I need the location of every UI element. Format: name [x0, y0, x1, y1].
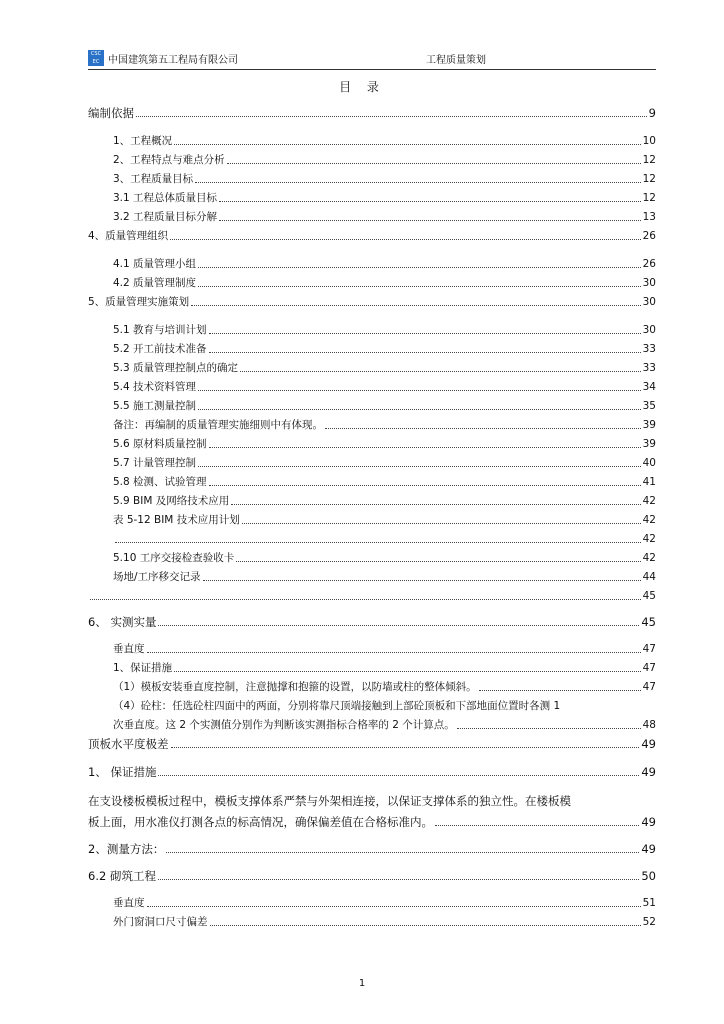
toc-entry-title: 1、 保证措施: [88, 765, 157, 779]
dot-leader: [170, 239, 640, 240]
toc-entry-page: 30: [642, 296, 656, 308]
toc-entry-title: 4、质量管理组织: [88, 230, 169, 242]
dot-leader: [325, 428, 641, 429]
toc-entry-title: 4.2 质量管理制度: [113, 277, 197, 289]
toc-entry-title: 6.2 砌筑工程: [88, 869, 156, 883]
dot-leader: [231, 504, 640, 505]
toc-entry[interactable]: [113, 661, 656, 675]
toc-entry[interactable]: [88, 869, 656, 883]
dot-leader: [90, 599, 641, 600]
toc-entry-title: 次垂直度。这 2 个实测值分别作为判断该实测指标合格率的 2 个计算点。: [113, 719, 455, 731]
dot-leader: [209, 352, 641, 353]
toc-entry[interactable]: [113, 718, 656, 732]
toc-entry-title: 垂直度: [113, 897, 145, 909]
toc-entry[interactable]: [113, 915, 656, 929]
toc-entry-page: 42: [642, 533, 656, 545]
toc-entry[interactable]: [113, 380, 656, 394]
toc-entry-title: 5.7 计量管理控制: [113, 457, 197, 469]
dot-leader: [136, 116, 647, 117]
toc-entry-page: 45: [642, 590, 656, 602]
toc-entry[interactable]: [113, 172, 656, 186]
toc-entry[interactable]: [113, 257, 656, 271]
toc-entry-title: 5.4 技术资料管理: [113, 381, 197, 393]
toc-entry[interactable]: [88, 765, 656, 779]
toc-entry[interactable]: [113, 210, 656, 224]
toc-entry[interactable]: [88, 815, 656, 829]
toc-entry-page: 42: [642, 552, 656, 564]
toc-entry-page: 35: [642, 400, 656, 412]
toc-entry-page: 50: [641, 869, 656, 883]
dot-leader: [158, 879, 639, 880]
document-title: 工程质量策划: [426, 55, 486, 66]
toc-entry-page: 39: [642, 419, 656, 431]
toc-entry-page: 52: [642, 916, 656, 928]
dot-leader: [115, 542, 641, 543]
toc-title: 目 录: [339, 80, 385, 94]
toc-entry-title: 表 5-12 BIM 技术应用计划: [113, 514, 240, 526]
dot-leader: [171, 747, 640, 748]
toc-entry[interactable]: [88, 589, 656, 603]
dot-leader: [158, 775, 639, 776]
toc-entry-title: 顶板水平度极差: [88, 737, 169, 751]
toc-entry[interactable]: [113, 513, 656, 527]
dot-leader: [166, 852, 639, 853]
toc-entry-page: 48: [642, 719, 656, 731]
toc-entry-page: 26: [642, 230, 656, 242]
toc-entry-title: （1）模板安装垂直度控制，注意抛撑和抱箍的设置，以防墙或柱的整体倾斜。: [113, 681, 477, 693]
toc-entry-page: 49: [641, 765, 656, 779]
dot-leader: [219, 220, 641, 221]
dot-leader: [210, 925, 641, 926]
toc-entry-line: （4）砼柱：任选砼柱四面中的两面，分别将靠尺顶端接触到上部砼顶板和下部地面位置时各测 1: [113, 700, 561, 712]
toc-entry[interactable]: [113, 494, 656, 508]
toc-entry-page: 47: [642, 681, 656, 693]
toc-entry-page: 41: [642, 476, 656, 488]
dot-leader: [219, 201, 641, 202]
toc-entry[interactable]: [113, 642, 656, 656]
toc-entry-title: 5.2 开工前技术准备: [113, 343, 207, 355]
toc-entry[interactable]: [113, 153, 656, 167]
dot-leader: [209, 447, 641, 448]
toc-entry-page: 49: [641, 815, 656, 829]
dot-leader: [198, 409, 641, 410]
dot-leader: [195, 182, 640, 183]
toc-entry-title: 5.6 原材料质量控制: [113, 438, 207, 450]
toc-entry-page: 45: [641, 615, 656, 629]
toc-entry-page: 44: [642, 571, 656, 583]
dot-leader: [242, 523, 641, 524]
toc-entry-title: 5.1 教育与培训计划: [113, 324, 207, 336]
toc-entry-page: 42: [642, 495, 656, 507]
toc-entry[interactable]: [113, 437, 656, 451]
toc-entry-title: 5.10 工序交接检查验收卡: [113, 552, 235, 564]
toc-entry-page: 33: [642, 362, 656, 374]
dot-leader: [240, 371, 641, 372]
toc-entry-title: 1、保证措施: [113, 662, 173, 674]
toc-entry-title: 编制依据: [88, 106, 134, 120]
page-number: 1: [358, 978, 366, 989]
toc-entry-page: 33: [642, 343, 656, 355]
dot-leader: [147, 652, 641, 653]
toc-entry-page: 13: [642, 211, 656, 223]
dot-leader: [198, 286, 641, 287]
toc-entry-title: 备注：再编制的质量管理实施细则中有体现。: [113, 419, 323, 431]
toc-entry[interactable]: [113, 570, 656, 584]
toc-entry[interactable]: [113, 551, 656, 565]
toc-entry-title: 板上面，用水准仪打测各点的标高情况，确保偏差值在合格标准内。: [88, 815, 433, 829]
toc-entry-page: 51: [642, 897, 656, 909]
toc-entry[interactable]: [113, 191, 656, 205]
toc-entry-title: 3、工程质量目标: [113, 173, 194, 185]
toc-entry-title: 垂直度: [113, 643, 145, 655]
toc-entry-page: 49: [641, 842, 656, 856]
toc-entry-page: 34: [642, 381, 656, 393]
toc-entry-page: 47: [642, 643, 656, 655]
dot-leader: [479, 690, 641, 691]
toc-entry-page: 12: [642, 154, 656, 166]
dot-leader: [209, 333, 641, 334]
toc-entry-page: 47: [642, 662, 656, 674]
toc-entry[interactable]: [113, 475, 656, 489]
toc-entry[interactable]: [88, 615, 656, 629]
dot-leader: [198, 390, 641, 391]
toc-entry-page: 30: [642, 277, 656, 289]
toc-entry-page: 30: [642, 324, 656, 336]
toc-entry-page: 49: [641, 737, 656, 751]
toc-entry-page: 12: [642, 173, 656, 185]
toc-entry[interactable]: [113, 896, 656, 910]
toc-entry-title: 2、测量方法：: [88, 842, 165, 856]
dot-leader: [191, 305, 640, 306]
toc-entry-title: 5.5 施工测量控制: [113, 400, 197, 412]
toc-entry[interactable]: [88, 295, 656, 309]
toc-entry-page: 42: [642, 514, 656, 526]
toc-entry-title: 3.1 工程总体质量目标: [113, 192, 218, 204]
toc-entry[interactable]: [113, 134, 656, 148]
toc-entry-page: 39: [642, 438, 656, 450]
toc-entry-title: 5.3 质量管理控制点的确定: [113, 362, 239, 374]
toc-entry-page: 10: [642, 135, 656, 147]
toc-entry[interactable]: [113, 276, 656, 290]
toc-entry[interactable]: [113, 399, 656, 413]
toc-entry-page: 12: [642, 192, 656, 204]
toc-entry-page: 9: [648, 106, 656, 120]
toc-entry[interactable]: [88, 842, 656, 856]
dot-leader: [209, 485, 641, 486]
dot-leader: [236, 561, 640, 562]
dot-leader: [457, 728, 641, 729]
toc-entry[interactable]: [113, 680, 656, 694]
toc-entry[interactable]: [88, 737, 656, 751]
toc-entry[interactable]: [113, 323, 656, 337]
dot-leader: [147, 906, 641, 907]
company-logo-icon: CSC EC: [88, 50, 104, 66]
toc-entry-title: 4.1 质量管理小组: [113, 258, 197, 270]
dot-leader: [158, 625, 639, 626]
dot-leader: [198, 466, 641, 467]
toc-entry-title: 2、工程特点与难点分析: [113, 154, 225, 166]
toc-entry-title: 5.8 检测、试验管理: [113, 476, 207, 488]
dot-leader: [174, 144, 640, 145]
toc-entry[interactable]: [113, 361, 656, 375]
toc-entry-title: 外门窗洞口尺寸偏差: [113, 916, 208, 928]
toc-entry-title: 场地/工序移交记录: [113, 571, 201, 583]
company-name: 中国建筑第五工程局有限公司: [108, 55, 238, 66]
dot-leader: [174, 671, 640, 672]
toc-entry-title: 5.9 BIM 及网络技术应用: [113, 495, 230, 507]
toc-entry-title: 6、 实测实量: [88, 615, 157, 629]
toc-entry[interactable]: [88, 106, 656, 120]
dot-leader: [198, 267, 641, 268]
toc-entry[interactable]: [88, 229, 656, 243]
toc-entry-title: 1、工程概况: [113, 135, 173, 147]
dot-leader: [435, 825, 639, 826]
toc-entry[interactable]: [113, 342, 656, 356]
toc-entry[interactable]: [113, 418, 656, 432]
toc-entry[interactable]: [113, 532, 656, 546]
toc-entry-page: 40: [642, 457, 656, 469]
toc-entry-title: 3.2 工程质量目标分解: [113, 211, 218, 223]
dot-leader: [203, 580, 641, 581]
toc-entry[interactable]: [113, 456, 656, 470]
dot-leader: [227, 163, 641, 164]
toc-entry-title: 5、质量管理实施策划: [88, 296, 190, 308]
toc-entry-line: 在支设楼板模板过程中，模板支撑体系严禁与外架相连接，以保证支撑体系的独立性。在楼板模: [88, 794, 571, 808]
toc-entry-page: 26: [642, 258, 656, 270]
